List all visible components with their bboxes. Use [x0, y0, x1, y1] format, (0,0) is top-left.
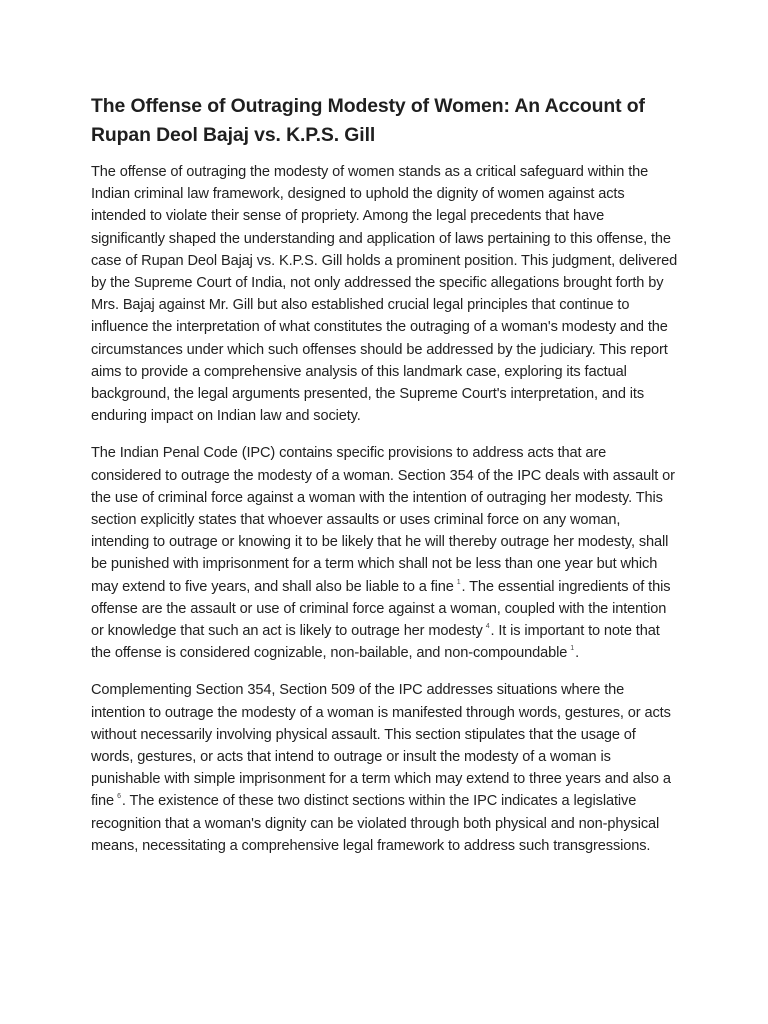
paragraph-text: Complementing Section 354, Section 509 of the IPC addresses situations where the intention to outrage the modesty of a woman is manifested through words, gestures, or acts without necessarily involving physical assault. This section stipulates that the usage of words, gestures, or acts that intend to outrage or insult the modesty of a woman is punishable with simple imprisonment for a term which may extend to three years and also a fine	[91, 682, 671, 810]
section-354-paragraph	[91, 442, 680, 664]
paragraph-text: .	[575, 645, 579, 662]
paragraph-text: . The essential ingredients of this offense are the assault or use of criminal force against a woman, coupled with the intention or knowledge that such an act is likely to outrage her modesty	[91, 578, 671, 640]
citation-marker: 1	[570, 645, 575, 653]
paragraph-text: . It is important to note that the offense is considered cognizable, non-bailable, and non-compoundable	[91, 623, 660, 662]
citation-marker: 1	[456, 578, 461, 586]
citation-marker: 4	[485, 623, 490, 631]
citation-marker: 6	[117, 793, 121, 801]
section-509-paragraph	[91, 679, 680, 857]
paragraph-text: The Indian Penal Code (IPC) contains specific provisions to address acts that are considered to outrage the modesty of a woman. Section 354 of the IPC deals with assault or the use of criminal force against a woman with the intention of outraging her modesty. This section explicitly states that whoever assaults or uses criminal force on any woman, intending to outrage or knowing it to be likely that he will thereby outrage her modesty, shall be punished with imprisonment for a term which shall not be less than one year but which may extend to five years, and shall also be liable to a fine	[91, 445, 675, 595]
intro-paragraph: The offense of outraging the modesty of women stands as a critical safeguard within the Indian criminal law framework, designed to uphold the dignity of women against acts intended to violate their sense of propriety. Among the legal precedents that have significantly shaped the understanding and application of laws pertaining to this offense, the case of Rupan Deol Bajaj vs. K.P.S. Gill holds a prominent position. This judgment, delivered by the Supreme Court of India, not only addressed the specific allegations brought forth by Mrs. Bajaj against Mr. Gill but also established crucial legal principles that continue to influence the interpretation of what constitutes the outraging of a woman's modesty and the circumstances under which such offenses should be addressed by the judiciary. This report aims to provide a comprehensive analysis of this landmark case, exploring its factual background, the legal arguments presented, the Supreme Court's interpretation, and its enduring impact on Indian law and society.	[91, 164, 678, 425]
document-title: The Offense of Outraging Modesty of Women: An Account of Rupan Deol Bajaj vs. K.P.S. Gill	[91, 95, 645, 146]
paragraph-text: . The existence of these two distinct sections within the IPC indicates a legislative recognition that a woman's dignity can be violated through both physical and non-physical means, necessitating a comprehensive legal framework to address such transgressions.	[91, 793, 660, 854]
